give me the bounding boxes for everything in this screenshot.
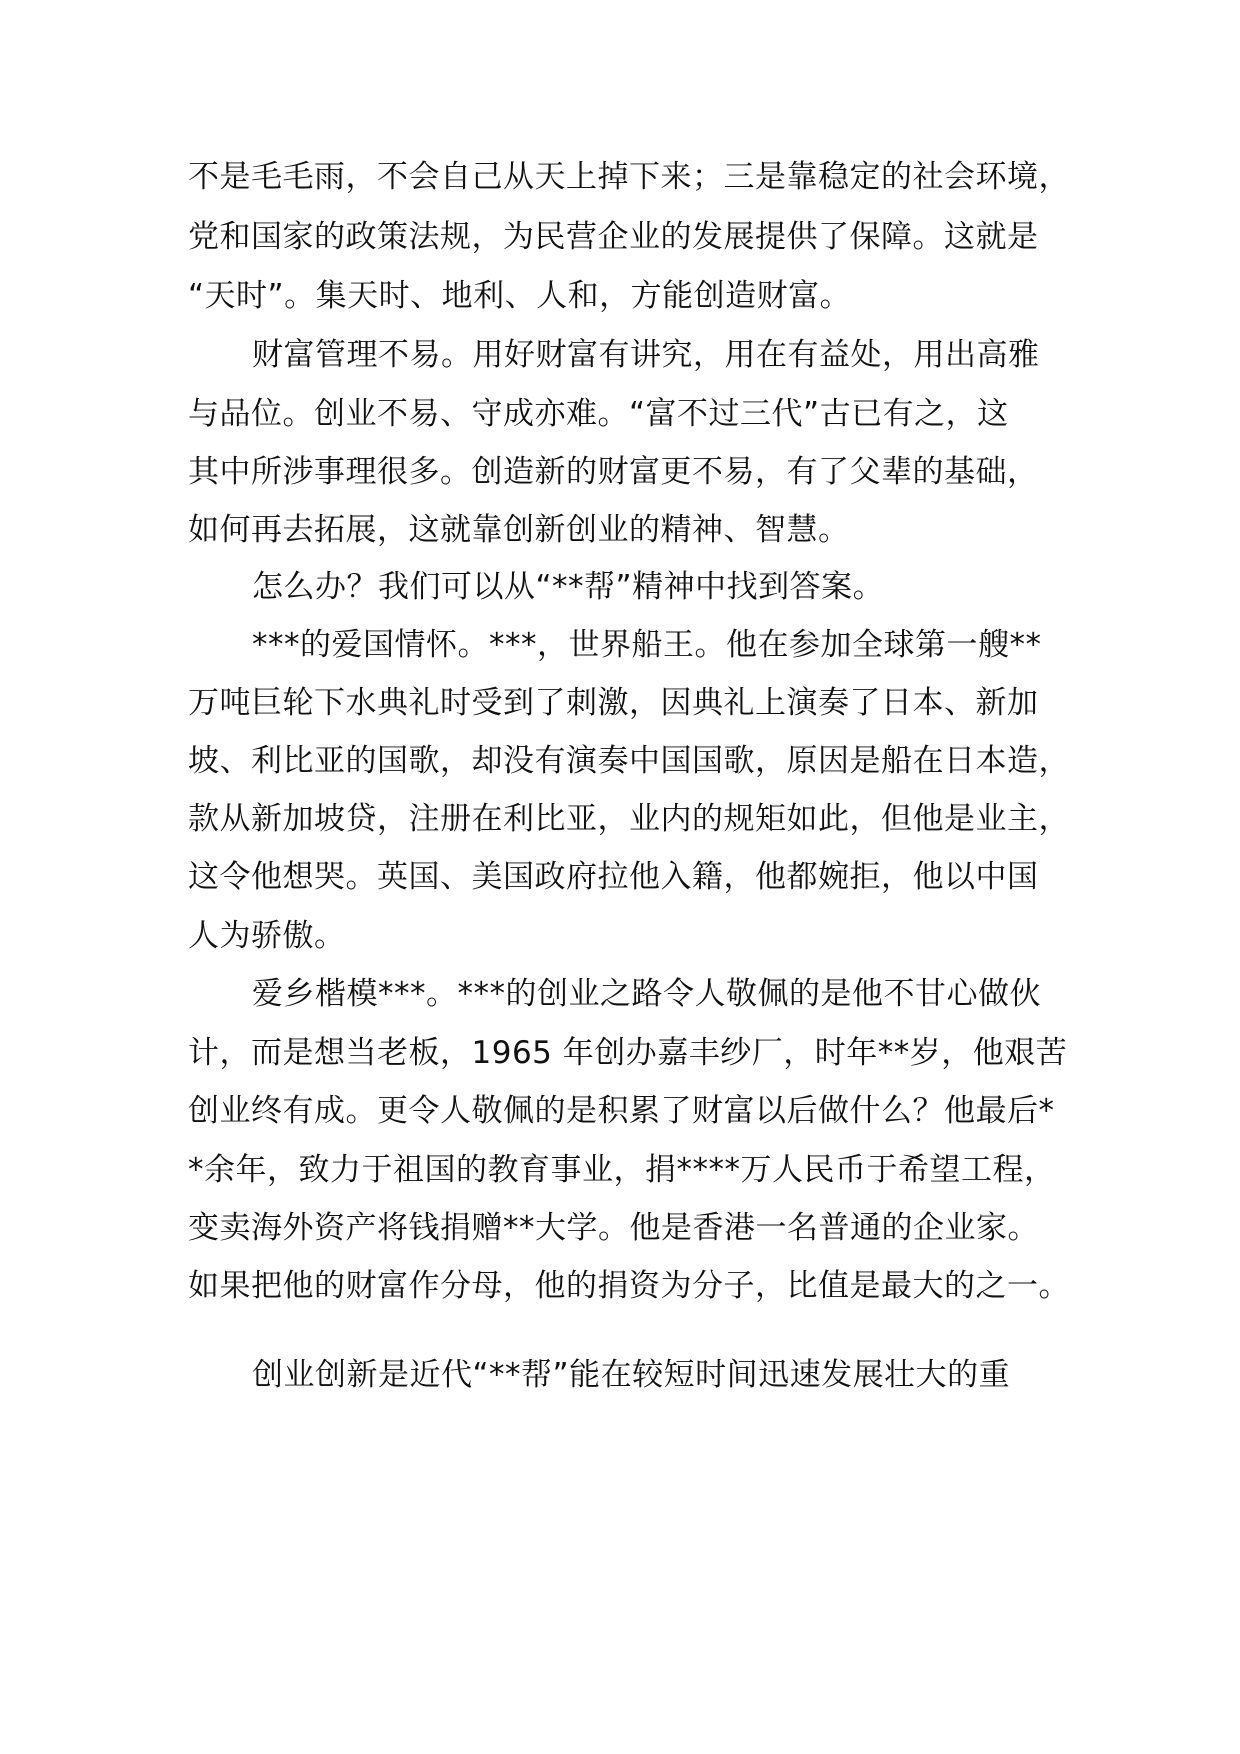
text-line: 坡、利比亚的国歌，却没有演奏中国国歌，原因是船在日本造，	[188, 743, 1070, 779]
paragraph-first-line: 爱乡楷模***。***的创业之路令人敬佩的是他不甘心做伙	[252, 976, 1041, 1012]
text-line: 如果把他的财富作分母，他的捐资为分子，比值是最大的之一。	[188, 1268, 1070, 1304]
paragraph-first-line: ***的爱国情怀。***，世界船王。他在参加全球第一艘**	[252, 627, 1042, 663]
paragraph-first-line: 创业创新是近代“**帮”能在较短时间迅速发展壮大的重	[252, 1357, 1011, 1393]
text-line: 不是毛毛雨，不会自己从天上掉下来；三是靠稳定的社会环境，	[188, 159, 1070, 195]
text-line: 人为骄傲。	[188, 918, 346, 954]
text-line: *余年，致力于祖国的教育事业，捐****万人民币于希望工程，	[188, 1152, 1056, 1188]
text-line: 如何再去拓展，这就靠创新创业的精神、智慧。	[188, 512, 850, 548]
text-line: 党和国家的政策法规，为民营企业的发展提供了保障。这就是	[188, 219, 1039, 255]
text-line: 万吨巨轮下水典礼时受到了刺激，因典礼上演奏了日本、新加	[188, 685, 1039, 721]
text-line: 计，而是想当老板，1965 年创办嘉丰纱厂，时年**岁，他艰苦	[188, 1035, 1068, 1071]
text-line: 与品位。创业不易、守成亦难。“富不过三代”古已有之，这	[188, 396, 1009, 432]
text-line: 款从新加坡贷，注册在利比亚，业内的规矩如此，但他是业主，	[188, 801, 1070, 837]
paragraph-first-line: 怎么办？我们可以从“**帮”精神中找到答案。	[252, 569, 885, 605]
text-line: 其中所涉事理很多。创造新的财富更不易，有了父辈的基础，	[188, 454, 1039, 490]
text-line: 创业终有成。更令人敬佩的是积累了财富以后做什么？他最后*	[188, 1093, 1055, 1129]
text-line: 这令他想哭。英国、美国政府拉他入籍，他都婉拒，他以中国	[188, 859, 1039, 895]
text-line: “天时”。集天时、地利、人和，方能创造财富。	[188, 278, 852, 314]
text-line: 变卖海外资产将钱捐赠**大学。他是香港一名普通的企业家。	[188, 1210, 1039, 1246]
paragraph-first-line: 财富管理不易。用好财富有讲究，用在有益处，用出高雅	[252, 337, 1040, 373]
